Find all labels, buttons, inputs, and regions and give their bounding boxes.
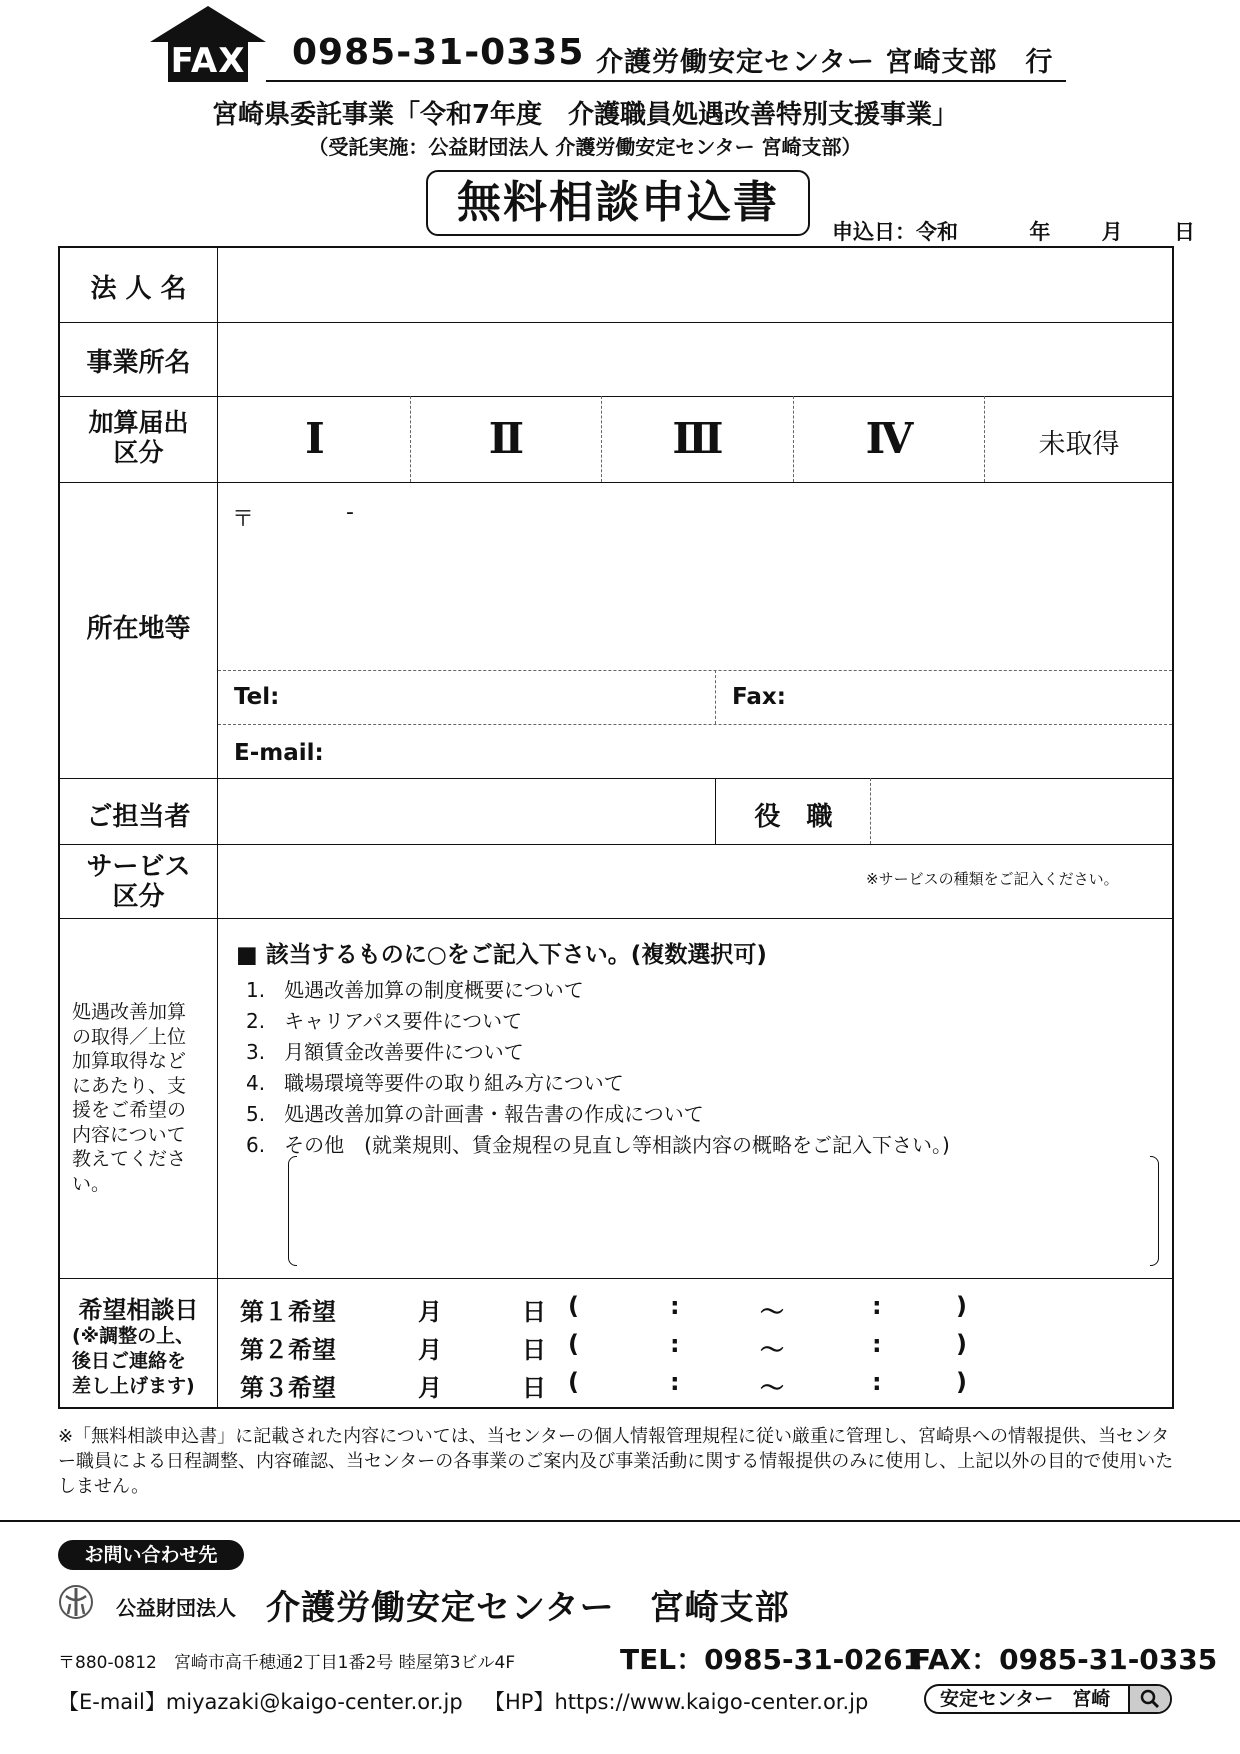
support-label-line: 加算取得など xyxy=(72,1050,187,1072)
kasan-label xyxy=(60,408,217,468)
fax-badge xyxy=(150,6,266,82)
email-label: E-mail: xyxy=(234,740,324,766)
search-icon xyxy=(1130,1686,1170,1712)
org-name: 介護労働安定センター 宮崎支部 xyxy=(266,1588,790,1628)
privacy-note: ※「無料相談申込書」に記載された内容については、当センターの個人情報管理規程に従い厳重に管理し、宮崎県への情報提供、当センター職員による日程調整、内容確認、当センターの各事業のご案内及び事業活動に関する情報提供のみに使用し、上記以外の目的で使用いたしません。 xyxy=(58,1426,1174,1497)
service-label-line1: サービス xyxy=(86,852,191,882)
corp-name-label: 法 人 名 xyxy=(90,274,187,304)
schedule-colon-2a[interactable]: : xyxy=(670,1330,680,1358)
schedule-colon-3a[interactable]: : xyxy=(670,1368,680,1396)
row-divider xyxy=(60,322,1172,323)
schedule-close-1: ) xyxy=(956,1292,967,1320)
support-item-num: 1. xyxy=(246,978,266,1002)
schedule-choice-1: 第１希望 xyxy=(240,1298,336,1326)
contact-person-input[interactable] xyxy=(220,780,712,842)
support-item-text: 職場環境等要件の取り組み方について xyxy=(284,1071,624,1095)
support-item-1[interactable] xyxy=(246,974,584,1003)
header-divider xyxy=(266,80,1066,82)
schedule-tilde-3: 〜 xyxy=(760,1374,784,1402)
apply-year: 年 xyxy=(1029,220,1051,244)
kasan-divider xyxy=(984,396,985,482)
office-name-field[interactable] xyxy=(220,324,1170,394)
service-note: ※サービスの種類をご記入ください。 xyxy=(866,870,1119,888)
fax-input[interactable] xyxy=(790,674,1166,720)
support-label-line: 援をご希望の xyxy=(72,1099,187,1121)
support-item-num: 3. xyxy=(246,1040,266,1064)
schedule-label: 希望相談日 xyxy=(78,1296,199,1324)
schedule-day-3[interactable]: 日 xyxy=(522,1374,546,1402)
schedule-day-2[interactable]: 日 xyxy=(522,1336,546,1364)
kasan-option-4[interactable]: Ⅳ xyxy=(865,414,914,463)
contact-person-label: ご担当者 xyxy=(86,802,191,832)
org-type: 公益財団法人 xyxy=(116,1596,236,1620)
office-name-label: 事業所名 xyxy=(86,348,191,378)
support-item-text: キャリアパス要件について xyxy=(284,1009,523,1033)
position-input[interactable] xyxy=(872,780,1170,842)
schedule-open-1: ( xyxy=(568,1292,579,1320)
free-text-bracket-right xyxy=(1150,1156,1159,1266)
support-item-5[interactable] xyxy=(246,1098,704,1127)
postal-mark: 〒 xyxy=(232,507,255,532)
fax-number: 0985-31-0335 xyxy=(292,32,585,73)
support-label-line: 内容について xyxy=(72,1123,186,1146)
support-item-text: 処遇改善加算の制度概要について xyxy=(284,978,584,1002)
email-input[interactable] xyxy=(328,728,1166,774)
email-dash-divider xyxy=(218,724,1172,725)
schedule-colon-1b[interactable]: : xyxy=(872,1292,882,1320)
schedule-colon-1a[interactable]: : xyxy=(670,1292,680,1320)
house-roof-icon xyxy=(150,6,266,42)
support-item-text: その他 (就業規則、賃金規程の見直し等相談内容の概略をご記入下さい。) xyxy=(284,1133,950,1157)
schedule-colon-3b[interactable]: : xyxy=(872,1368,882,1396)
support-item-num: 5. xyxy=(246,1102,266,1126)
tel-fax-divider xyxy=(715,670,716,724)
footer-divider xyxy=(0,1520,1240,1522)
support-item-4[interactable] xyxy=(246,1067,624,1096)
org-email-link[interactable]: 【E-mail】miyazaki@kaigo-center.or.jp xyxy=(58,1690,463,1714)
row-divider xyxy=(60,778,1172,779)
search-box[interactable] xyxy=(924,1684,1172,1714)
support-item-2[interactable] xyxy=(246,1005,522,1034)
kasan-option-2[interactable]: Ⅱ xyxy=(488,414,525,463)
support-label-line: 処遇改善加算 xyxy=(72,1001,187,1023)
org-fax: FAX：0985-31-0335 xyxy=(912,1643,1218,1676)
kasan-label-line2: 区分 xyxy=(113,438,164,467)
service-label-line2: 区分 xyxy=(112,882,165,912)
address-label: 所在地等 xyxy=(86,614,191,644)
other-details-input[interactable] xyxy=(300,1158,1146,1264)
fax-destination: 介護労働安定センター 宮崎支部 行 xyxy=(596,47,1054,78)
schedule-close-2: ) xyxy=(956,1330,967,1358)
free-text-bracket-left xyxy=(288,1156,297,1266)
apply-date-label: 申込日：令和 xyxy=(832,220,958,244)
schedule-choice-2: 第２希望 xyxy=(240,1336,336,1364)
schedule-note xyxy=(72,1324,216,1399)
schedule-open-3: ( xyxy=(568,1368,579,1396)
schedule-month-2[interactable]: 月 xyxy=(418,1336,442,1364)
org-tel: TEL：0985-31-0261 xyxy=(620,1643,923,1676)
org-logo-icon xyxy=(58,1584,94,1620)
postal-dash: - xyxy=(346,500,354,525)
apply-day: 日 xyxy=(1173,220,1195,244)
application-form-table xyxy=(58,246,1174,1409)
service-label xyxy=(60,852,217,912)
schedule-note-line: 後日ご連絡を xyxy=(72,1350,187,1372)
schedule-note-line: (※調整の上、 xyxy=(72,1325,195,1347)
support-item-text: 処遇改善加算の計画書・報告書の作成について xyxy=(284,1102,704,1126)
schedule-tilde-2: 〜 xyxy=(760,1336,784,1364)
project-title: 宮崎県委託事業「令和7年度 介護職員処遇改善特別支援事業」 xyxy=(211,100,959,130)
schedule-open-2: ( xyxy=(568,1330,579,1358)
kasan-option-3[interactable]: Ⅲ xyxy=(672,414,724,463)
kasan-option-none[interactable]: 未取得 xyxy=(1038,429,1120,460)
support-item-6[interactable] xyxy=(246,1129,950,1158)
support-label-line: 教えてくださ xyxy=(72,1148,187,1170)
schedule-month-1[interactable]: 月 xyxy=(418,1298,442,1326)
position-label: 役 職 xyxy=(754,802,833,832)
label-column-divider xyxy=(217,248,218,1407)
org-address: 〒880-0812 宮崎市高千穂通2丁目1番2号 睦屋第3ビル4F xyxy=(58,1653,516,1673)
kasan-option-1[interactable]: Ⅰ xyxy=(305,414,325,463)
schedule-note-line: 差し上げます) xyxy=(72,1375,195,1397)
support-item-3[interactable] xyxy=(246,1036,524,1065)
service-input[interactable] xyxy=(220,846,860,916)
address-field[interactable] xyxy=(260,492,1160,620)
support-item-num: 6. xyxy=(246,1133,266,1157)
row-divider xyxy=(60,1278,1172,1279)
search-button[interactable] xyxy=(1128,1686,1170,1712)
contact-label: お問い合わせ先 xyxy=(58,1540,244,1570)
tel-input[interactable] xyxy=(286,674,706,720)
support-label-line: の取得／上位 xyxy=(72,1025,187,1048)
kasan-divider xyxy=(601,396,602,482)
project-subtitle: （受託実施：公益財団法人 介護労働安定センター 宮崎支部） xyxy=(308,135,862,159)
schedule-day-1[interactable]: 日 xyxy=(522,1298,546,1326)
tel-label: Tel: xyxy=(234,684,280,710)
apply-date xyxy=(832,216,1195,246)
support-item-num: 2. xyxy=(246,1009,266,1033)
support-heading: ■ 該当するものに○をご記入下さい。(複数選択可) xyxy=(236,942,767,968)
row-divider xyxy=(60,844,1172,845)
search-text: 安定センター 宮崎 xyxy=(940,1688,1111,1710)
support-item-text: 月額賃金改善要件について xyxy=(284,1040,524,1064)
corp-name-field[interactable] xyxy=(220,250,1170,320)
kasan-divider xyxy=(793,396,794,482)
form-title: 無料相談申込書 xyxy=(426,170,810,236)
kasan-label-line1: 加算届出 xyxy=(88,408,189,437)
support-label-line: い。 xyxy=(72,1172,111,1195)
kasan-divider xyxy=(410,396,411,482)
support-label xyxy=(72,1000,212,1196)
row-divider xyxy=(60,918,1172,919)
schedule-tilde-1: 〜 xyxy=(760,1298,784,1326)
schedule-close-3: ) xyxy=(956,1368,967,1396)
address-dash-divider xyxy=(218,670,1172,671)
schedule-choice-3: 第３希望 xyxy=(240,1374,336,1402)
contact-divider xyxy=(715,778,716,844)
position-divider xyxy=(870,778,871,844)
fax-label: Fax: xyxy=(732,684,786,710)
support-label-line: にあたり、支 xyxy=(72,1074,187,1097)
support-item-num: 4. xyxy=(246,1071,266,1095)
apply-month: 月 xyxy=(1101,220,1123,244)
schedule-colon-2b[interactable]: : xyxy=(872,1330,882,1358)
row-divider xyxy=(60,482,1172,483)
row-divider xyxy=(60,396,1172,397)
org-homepage-link[interactable]: 【HP】https://www.kaigo-center.or.jp xyxy=(484,1690,869,1714)
schedule-month-3[interactable]: 月 xyxy=(418,1374,442,1402)
fax-badge-label: FAX xyxy=(168,40,248,82)
